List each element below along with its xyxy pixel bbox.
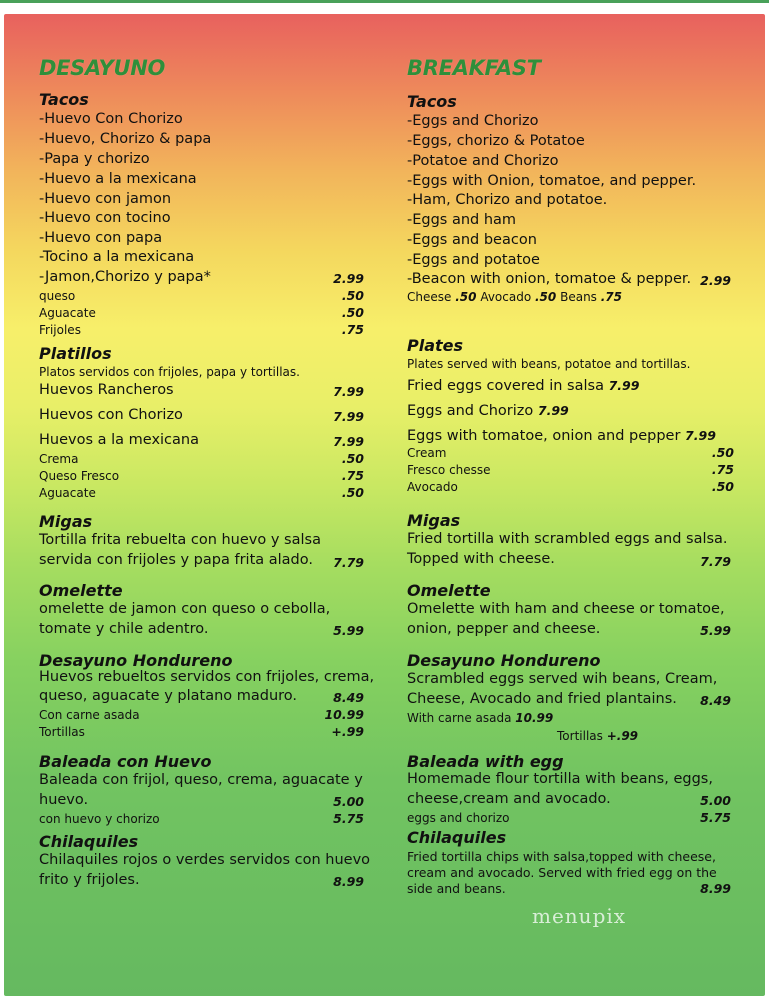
chilaquiles-heading: Chilaquiles — [407, 828, 507, 847]
hondureno-line: queso, aguacate y platano maduro. — [39, 688, 298, 704]
migas-price: 7.79 — [700, 554, 731, 569]
extra-price: .50 — [341, 485, 364, 500]
chilaquiles-line: Chilaquiles rojos o verdes servidos con huevo — [39, 852, 371, 868]
extra-label: queso — [39, 289, 76, 303]
migas-price: 7.79 — [333, 555, 364, 570]
omelette-price: 5.99 — [700, 623, 731, 638]
migas-heading: Migas — [407, 511, 461, 530]
chilaquiles-line: cream and avocado. Served with fried egg on the — [407, 865, 717, 880]
extra-label: Fresco chesse — [407, 463, 491, 477]
english-title: BREAKFAST — [407, 56, 541, 80]
taco-item: -Potatoe and Chorizo — [407, 153, 559, 169]
chilaquiles-line: Fried tortilla chips with salsa,topped with cheese, — [407, 849, 716, 864]
plate-item-price: 7.99 — [608, 378, 640, 393]
extra-price: .50 — [711, 445, 734, 460]
omelette-heading: Omelette — [407, 581, 491, 600]
extra-label: Frijoles — [39, 323, 81, 337]
plate-item-label: Fried eggs covered in salsa — [407, 378, 604, 394]
taco-item: -Huevo con tocino — [39, 210, 171, 226]
top-border — [0, 0, 769, 3]
extra-price: .75 — [341, 468, 364, 483]
taco-item: -Eggs with Onion, tomatoe, and pepper. — [407, 173, 697, 189]
baleada-line: cheese,cream and avocado. — [407, 791, 611, 807]
extra-label: Queso Fresco — [39, 469, 120, 483]
extra-price: .75 — [711, 462, 734, 477]
taco-item: -Huevo a la mexicana — [39, 171, 197, 187]
plates-note: Plates served with beans, potatoe and tortillas. — [407, 357, 691, 371]
taco-item: -Tocino a la mexicana — [39, 249, 195, 265]
asada-line — [407, 711, 553, 725]
taco-item: -Eggs, chorizo & Potatoe — [407, 133, 585, 149]
extra-beans-label: Beans — [560, 290, 597, 304]
tortillas-line — [557, 729, 638, 743]
baleada-heading: Baleada with egg — [407, 752, 564, 771]
plate-item — [407, 428, 716, 444]
extra-label: Cream — [407, 446, 447, 460]
platillo-price: 7.99 — [333, 384, 364, 399]
asada-label: With carne asada — [407, 711, 512, 725]
chilaquiles-price: 8.99 — [333, 874, 364, 889]
menupix-watermark: menupix — [532, 904, 627, 928]
taco-item: -Eggs and potatoe — [407, 252, 540, 268]
extra-avocado-label: Avocado — [480, 290, 532, 304]
taco-item: -Ham, Chorizo and potatoe. — [407, 192, 608, 208]
plate-item — [407, 403, 569, 419]
extra-label: con huevo y chorizo — [39, 812, 160, 826]
omelette-heading: Omelette — [39, 581, 123, 600]
extra-label: Avocado — [407, 480, 458, 494]
plate-item-label: Eggs and Chorizo — [407, 403, 534, 419]
extra-price: .75 — [341, 322, 364, 337]
taco-item: -Papa y chorizo — [39, 151, 150, 167]
migas-line: Tortilla frita rebuelta con huevo y salsa — [39, 532, 321, 548]
omelette-price: 5.99 — [333, 623, 364, 638]
extra-price: 5.75 — [333, 811, 364, 826]
tacos-heading: Tacos — [407, 92, 457, 111]
plates-heading: Plates — [407, 336, 464, 355]
plate-item-price: 7.99 — [685, 428, 716, 443]
extra-label: Aguacate — [39, 306, 96, 320]
extra-label: Con carne asada — [39, 708, 140, 722]
extra-beans-price: .75 — [600, 290, 623, 304]
extra-price: .50 — [341, 305, 364, 320]
hondureno-price: 8.49 — [700, 693, 731, 708]
hondureno-line: Scrambled eggs served wih beans, Cream, — [407, 671, 718, 687]
extra-price: .50 — [341, 288, 364, 303]
taco-item: -Eggs and ham — [407, 212, 517, 228]
plate-item-price: 7.99 — [537, 403, 569, 418]
taco-item: -Huevo, Chorizo & papa — [39, 131, 212, 147]
extra-label: Aguacate — [39, 486, 96, 500]
extra-price: .50 — [341, 451, 364, 466]
migas-line: Topped with cheese. — [407, 551, 555, 567]
taco-item: -Beacon with onion, tomatoe & pepper. — [407, 271, 692, 287]
taco-item: -Eggs and Chorizo — [407, 113, 539, 129]
platillos-note: Platos servidos con frijoles, papa y tortillas. — [39, 365, 300, 379]
omelette-line: Omelette with ham and cheese or tomatoe, — [407, 601, 725, 617]
extra-price: .50 — [711, 479, 734, 494]
hondureno-heading: Desayuno Hondureno — [39, 651, 233, 670]
extra-label: Tortillas — [39, 725, 85, 739]
extra-avocado-price: .50 — [535, 290, 557, 304]
menu-panel — [4, 14, 765, 996]
taco-item: -Huevo con papa — [39, 230, 163, 246]
chilaquiles-price: 8.99 — [700, 881, 731, 896]
extra-cheese-label: Cheese — [407, 290, 452, 304]
taco-item: -Huevo con jamon — [39, 191, 172, 207]
hondureno-price: 8.49 — [333, 690, 364, 705]
platillo-item: Huevos Rancheros — [39, 382, 174, 398]
baleada-line: Homemade flour tortilla with beans, eggs, — [407, 771, 713, 787]
extra-cheese-price: .50 — [455, 290, 477, 304]
plate-item — [407, 378, 639, 394]
chilaquiles-heading: Chilaquiles — [39, 832, 139, 851]
baleada-price: 5.00 — [700, 793, 731, 808]
taco-item: -Huevo Con Chorizo — [39, 111, 183, 127]
spanish-title: DESAYUNO — [39, 56, 166, 80]
taco-item: -Eggs and beacon — [407, 232, 537, 248]
platillo-item: Huevos con Chorizo — [39, 407, 183, 423]
platillo-item: Huevos a la mexicana — [39, 432, 199, 448]
chilaquiles-line: frito y frijoles. — [39, 872, 140, 888]
baleada-line: Baleada con frijol, queso, crema, aguacate y — [39, 772, 363, 788]
extra-label: eggs and chorizo — [407, 811, 510, 825]
hondureno-heading: Desayuno Hondureno — [407, 651, 601, 670]
plate-item-label: Eggs with tomatoe, onion and pepper — [407, 428, 681, 444]
taco-item: -Jamon,Chorizo y papa* — [39, 269, 211, 285]
migas-heading: Migas — [39, 512, 93, 531]
baleada-heading: Baleada con Huevo — [39, 752, 212, 771]
tacos-price: 2.99 — [333, 271, 364, 286]
baleada-price: 5.00 — [333, 794, 364, 809]
tacos-price: 2.99 — [700, 273, 731, 288]
extra-price: 10.99 — [324, 707, 364, 722]
extra-price: 5.75 — [700, 810, 731, 825]
extra-price: +.99 — [331, 724, 364, 739]
omelette-line: onion, pepper and cheese. — [407, 621, 601, 637]
migas-line: Fried tortilla with scrambled eggs and salsa. — [407, 531, 728, 547]
chilaquiles-line: side and beans. — [407, 881, 506, 896]
tortillas-price: +.99 — [606, 729, 639, 743]
migas-line: servida con frijoles y papa frita alado. — [39, 552, 313, 568]
platillo-price: 7.99 — [333, 434, 364, 449]
tacos-extras-line — [407, 290, 622, 304]
tortillas-label: Tortillas — [557, 729, 603, 743]
platillo-price: 7.99 — [333, 409, 364, 424]
omelette-line: omelette de jamon con queso o cebolla, — [39, 601, 331, 617]
extra-label: Crema — [39, 452, 79, 466]
omelette-line: tomate y chile adentro. — [39, 621, 209, 637]
platillos-heading: Platillos — [39, 344, 112, 363]
hondureno-line: Huevos rebueltos servidos con frijoles, crema, — [39, 669, 375, 685]
baleada-line: huevo. — [39, 792, 89, 808]
hondureno-line: Cheese, Avocado and fried plantains. — [407, 691, 677, 707]
tacos-heading: Tacos — [39, 90, 89, 109]
asada-price: 10.99 — [515, 711, 554, 725]
